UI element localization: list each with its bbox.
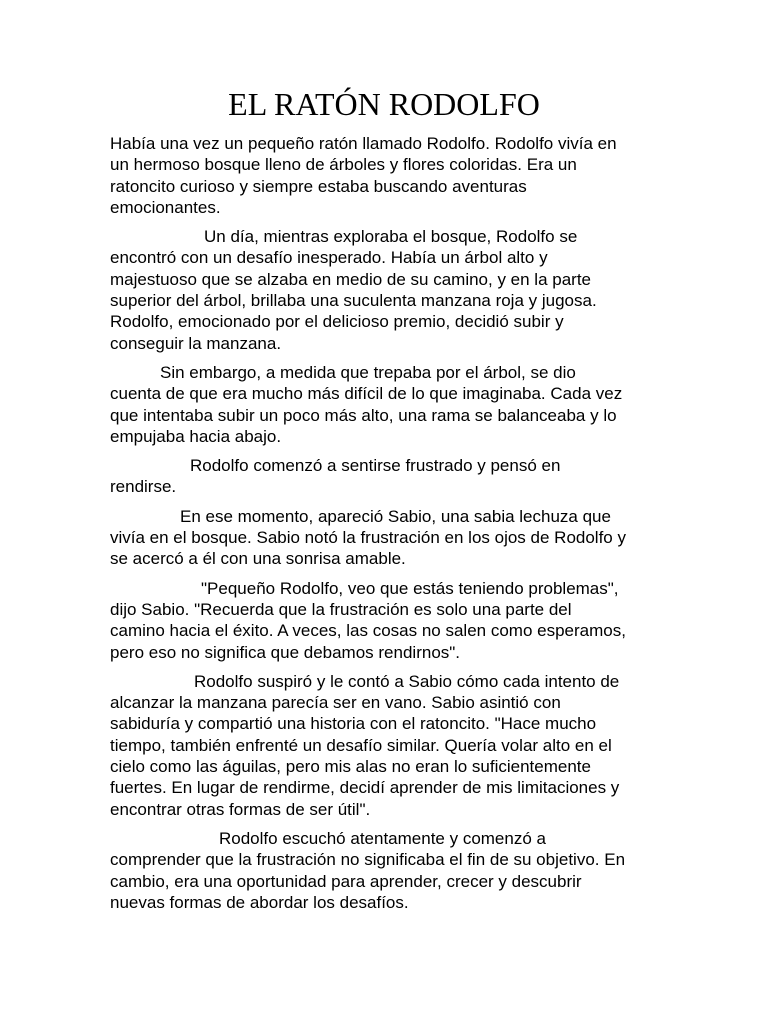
paragraph-line: rendirse. xyxy=(110,477,177,497)
paragraph-line: "Pequeño Rodolfo, veo que estás teniendo problemas", xyxy=(201,578,619,598)
story-paragraph xyxy=(110,226,662,354)
paragraph-line: nuevas formas de abordar los desafíos. xyxy=(110,892,409,912)
paragraph-line: encontrar otras formas de ser útil". xyxy=(110,799,371,819)
story-paragraph xyxy=(110,455,662,498)
story-paragraph xyxy=(110,362,662,447)
story-paragraph xyxy=(110,133,662,218)
paragraph-line: cuenta de que era mucho más difícil de lo que imaginaba. Cada vez xyxy=(110,384,623,404)
paragraph-line: tiempo, también enfrenté un desafío similar. Quería volar alto en el xyxy=(110,735,612,755)
paragraph-line: Sin embargo, a medida que trepaba por el árbol, se dio xyxy=(160,362,576,382)
story-paragraph xyxy=(110,828,662,913)
paragraph-line: Rodolfo, emocionado por el delicioso premio, decidió subir y xyxy=(110,312,564,332)
paragraph-line: Un día, mientras exploraba el bosque, Rodolfo se xyxy=(204,227,578,247)
paragraph-line: dijo Sabio. "Recuerda que la frustración es solo una parte del xyxy=(110,599,572,619)
paragraph-line: Había una vez un pequeño ratón llamado Rodolfo. Rodolfo vivía en xyxy=(110,134,617,153)
paragraph-line: pero eso no significa que debamos rendirnos". xyxy=(110,642,461,662)
document-title: EL RATÓN RODOLFO xyxy=(228,86,540,122)
paragraph-line: vivía en el bosque. Sabio notó la frustración en los ojos de Rodolfo y xyxy=(110,528,626,548)
paragraph-line: ratoncito curioso y siempre estaba buscando aventuras xyxy=(110,176,527,196)
paragraph-line: empujaba hacia abajo. xyxy=(110,426,282,446)
story-paragraph xyxy=(110,578,662,663)
paragraph-line: camino hacia el éxito. A veces, las cosas no salen como esperamos, xyxy=(110,621,626,641)
paragraph-line: se acercó a él con una sonrisa amable. xyxy=(110,549,406,569)
paragraph-line: En ese momento, apareció Sabio, una sabia lechuza que xyxy=(180,506,611,526)
paragraph-line: Rodolfo escuchó atentamente y comenzó a xyxy=(219,828,546,848)
paragraph-line: fuertes. En lugar de rendirme, decidí aprender de mis limitaciones y xyxy=(110,778,620,798)
story-paragraph xyxy=(110,506,662,570)
paragraph-line: encontró con un desafío inesperado. Había un árbol alto y xyxy=(110,248,548,268)
paragraph-line: emocionantes. xyxy=(110,197,221,217)
paragraph-line: Rodolfo comenzó a sentirse frustrado y pensó en xyxy=(190,456,561,476)
paragraph-line: cambio, era una oportunidad para aprender, crecer y descubrir xyxy=(110,871,582,891)
paragraph-line: Rodolfo suspiró y le contó a Sabio cómo cada intento de xyxy=(194,671,620,691)
paragraph-line: un hermoso bosque lleno de árboles y flores coloridas. Era un xyxy=(110,155,577,175)
paragraph-line: sabiduría y compartió una historia con el ratoncito. "Hace mucho xyxy=(110,714,597,734)
paragraph-line: comprender que la frustración no significaba el fin de su objetivo. En xyxy=(110,850,626,870)
paragraph-line: superior del árbol, brillaba una suculenta manzana roja y jugosa. xyxy=(110,291,597,311)
paragraph-line: alcanzar la manzana parecía ser en vano. Sabio asintió con xyxy=(110,693,561,713)
paragraph-line: que intentaba subir un poco más alto, una rama se balanceaba y lo xyxy=(110,405,617,425)
story-body xyxy=(110,133,662,921)
paragraph-line: majestuoso que se alzaba en medio de su camino, y en la parte xyxy=(110,269,592,289)
story-paragraph xyxy=(110,671,662,820)
paragraph-line: cielo como las águilas, pero mis alas no eran lo suficientemente xyxy=(110,757,591,777)
paragraph-line: conseguir la manzana. xyxy=(110,333,282,353)
